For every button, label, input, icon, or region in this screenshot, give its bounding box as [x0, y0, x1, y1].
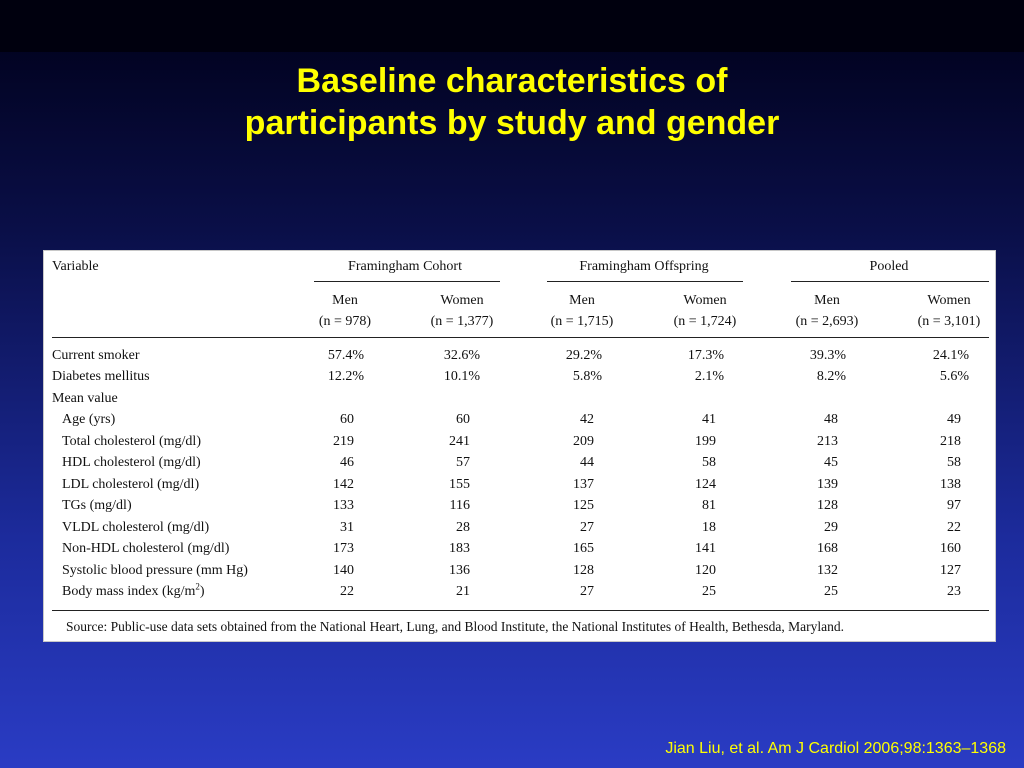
table-cell: 39.3% — [809, 348, 846, 363]
table-cell: 81 — [702, 498, 716, 513]
table-cell: 173 — [333, 541, 354, 556]
table-cell: 138 — [940, 477, 961, 492]
table-cell: 21 — [456, 584, 470, 599]
variable-header: Variable — [52, 259, 99, 274]
row-label-hdl-cholesterol: HDL cholesterol (mg/dl) — [62, 455, 201, 470]
table-cell: 155 — [449, 477, 470, 492]
table-cell: 2.1% — [694, 369, 724, 384]
row-label-age: Age (yrs) — [62, 412, 116, 427]
table-cell: 8.2% — [816, 369, 846, 384]
row-label-body-mass-index — [62, 581, 205, 600]
table-cell: 125 — [573, 498, 594, 513]
table-cell: 116 — [449, 498, 470, 513]
row-label-mean-value: Mean value — [52, 391, 118, 406]
table-cell: 168 — [817, 541, 838, 556]
table-cell: 49 — [947, 412, 961, 427]
group-header-framingham-offspring: Framingham Offspring — [579, 259, 709, 274]
table-cell: 139 — [817, 477, 838, 492]
table-cell: 22 — [947, 520, 961, 535]
table-cell: 12.2% — [327, 369, 364, 384]
row-label-diabetes-mellitus: Diabetes mellitus — [52, 369, 150, 384]
pooled-women-label: Women — [927, 293, 971, 308]
table-cell: 45 — [824, 455, 838, 470]
table-cell: 128 — [573, 563, 594, 578]
row-label-vldl-cholesterol: VLDL cholesterol (mg/dl) — [62, 520, 210, 535]
table-cell: 10.1% — [443, 369, 480, 384]
cohort-men-label: Men — [332, 293, 358, 308]
table-cell: 22 — [340, 584, 354, 599]
table-cell: 42 — [580, 412, 594, 427]
table-cell: 46 — [340, 455, 354, 470]
offspring-women-n: (n = 1,724) — [673, 314, 737, 329]
table-cell: 133 — [333, 498, 354, 513]
table-cell: 183 — [449, 541, 470, 556]
table-cell: 137 — [573, 477, 594, 492]
table-cell: 218 — [940, 434, 961, 449]
table-cell: 120 — [695, 563, 716, 578]
table-cell: 27 — [580, 520, 594, 535]
group-header-framingham-cohort: Framingham Cohort — [348, 259, 462, 274]
row-label-ldl-cholesterol: LDL cholesterol (mg/dl) — [62, 477, 200, 492]
table-cell: 97 — [947, 498, 961, 513]
table-cell: 27 — [580, 584, 594, 599]
group-underline-cohort — [314, 281, 500, 282]
table-cell: 60 — [340, 412, 354, 427]
pooled-women-n: (n = 3,101) — [917, 314, 981, 329]
group-underline-pooled — [791, 281, 989, 282]
table-cell: 18 — [702, 520, 716, 535]
slide-title-line-1: Baseline characteristics of — [296, 62, 728, 100]
table-cell: 25 — [824, 584, 838, 599]
pooled-men-label: Men — [814, 293, 840, 308]
baseline-table — [43, 250, 996, 642]
table-cell: 219 — [333, 434, 354, 449]
table-cell: 140 — [333, 563, 354, 578]
table-cell: 31 — [340, 520, 354, 535]
table-cell: 44 — [580, 455, 594, 470]
table-cell: 48 — [824, 412, 838, 427]
table-cell: 128 — [817, 498, 838, 513]
slide-title — [0, 60, 1024, 144]
bmi-label-suffix: ) — [199, 584, 205, 599]
table-cell: 241 — [449, 434, 470, 449]
pooled-men-n: (n = 2,693) — [795, 314, 859, 329]
table-cell: 5.8% — [572, 369, 602, 384]
table-cell: 24.1% — [932, 348, 969, 363]
table-cell: 136 — [449, 563, 470, 578]
group-underline-offspring — [547, 281, 743, 282]
table-cell: 132 — [817, 563, 838, 578]
offspring-men-label: Men — [569, 293, 595, 308]
table-cell: 28 — [456, 520, 470, 535]
row-label-non-hdl-cholesterol: Non-HDL cholesterol (mg/dl) — [62, 541, 230, 556]
row-label-current-smoker: Current smoker — [52, 348, 140, 363]
table-cell: 58 — [947, 455, 961, 470]
table-cell: 124 — [695, 477, 716, 492]
table-cell: 29 — [824, 520, 838, 535]
table-cell: 5.6% — [939, 369, 969, 384]
offspring-men-n: (n = 1,715) — [550, 314, 614, 329]
row-label-tgs: TGs (mg/dl) — [62, 498, 132, 513]
row-label-total-cholesterol: Total cholesterol (mg/dl) — [62, 434, 201, 449]
table-cell: 199 — [695, 434, 716, 449]
header-rule — [52, 337, 989, 338]
table-cell: 23 — [947, 584, 961, 599]
table-cell: 57 — [456, 455, 470, 470]
table-cell: 165 — [573, 541, 594, 556]
table-cell: 32.6% — [443, 348, 480, 363]
cohort-women-n: (n = 1,377) — [430, 314, 494, 329]
table-cell: 41 — [702, 412, 716, 427]
cohort-women-label: Women — [440, 293, 484, 308]
table-source-note: Source: Public-use data sets obtained from the National Heart, Lung, and Blood Institute, the National Institutes of Health, Bethesda, Maryland. — [66, 619, 844, 634]
slide-title-line-2: participants by study and gender — [244, 104, 780, 142]
footer-rule — [52, 610, 989, 611]
table-cell: 213 — [817, 434, 838, 449]
table-cell: 60 — [456, 412, 470, 427]
citation: Jian Liu, et al. Am J Cardiol 2006;98:1363–1368 — [665, 740, 1006, 757]
offspring-women-label: Women — [683, 293, 727, 308]
bmi-label-superscript: 2 — [195, 581, 200, 592]
table-cell: 160 — [940, 541, 961, 556]
table-cell: 141 — [695, 541, 716, 556]
table-cell: 58 — [702, 455, 716, 470]
table-cell: 57.4% — [327, 348, 364, 363]
row-label-systolic-blood-pressure: Systolic blood pressure (mm Hg) — [62, 563, 248, 578]
table-cell: 17.3% — [687, 348, 724, 363]
top-band — [0, 0, 1024, 52]
cohort-men-n: (n = 978) — [318, 314, 372, 329]
table-cell: 25 — [702, 584, 716, 599]
group-header-pooled: Pooled — [869, 259, 909, 274]
table-cell: 29.2% — [565, 348, 602, 363]
bmi-label-text: Body mass index (kg/m — [62, 584, 196, 599]
table-cell: 209 — [573, 434, 594, 449]
table-cell: 127 — [940, 563, 961, 578]
table-cell: 142 — [333, 477, 354, 492]
